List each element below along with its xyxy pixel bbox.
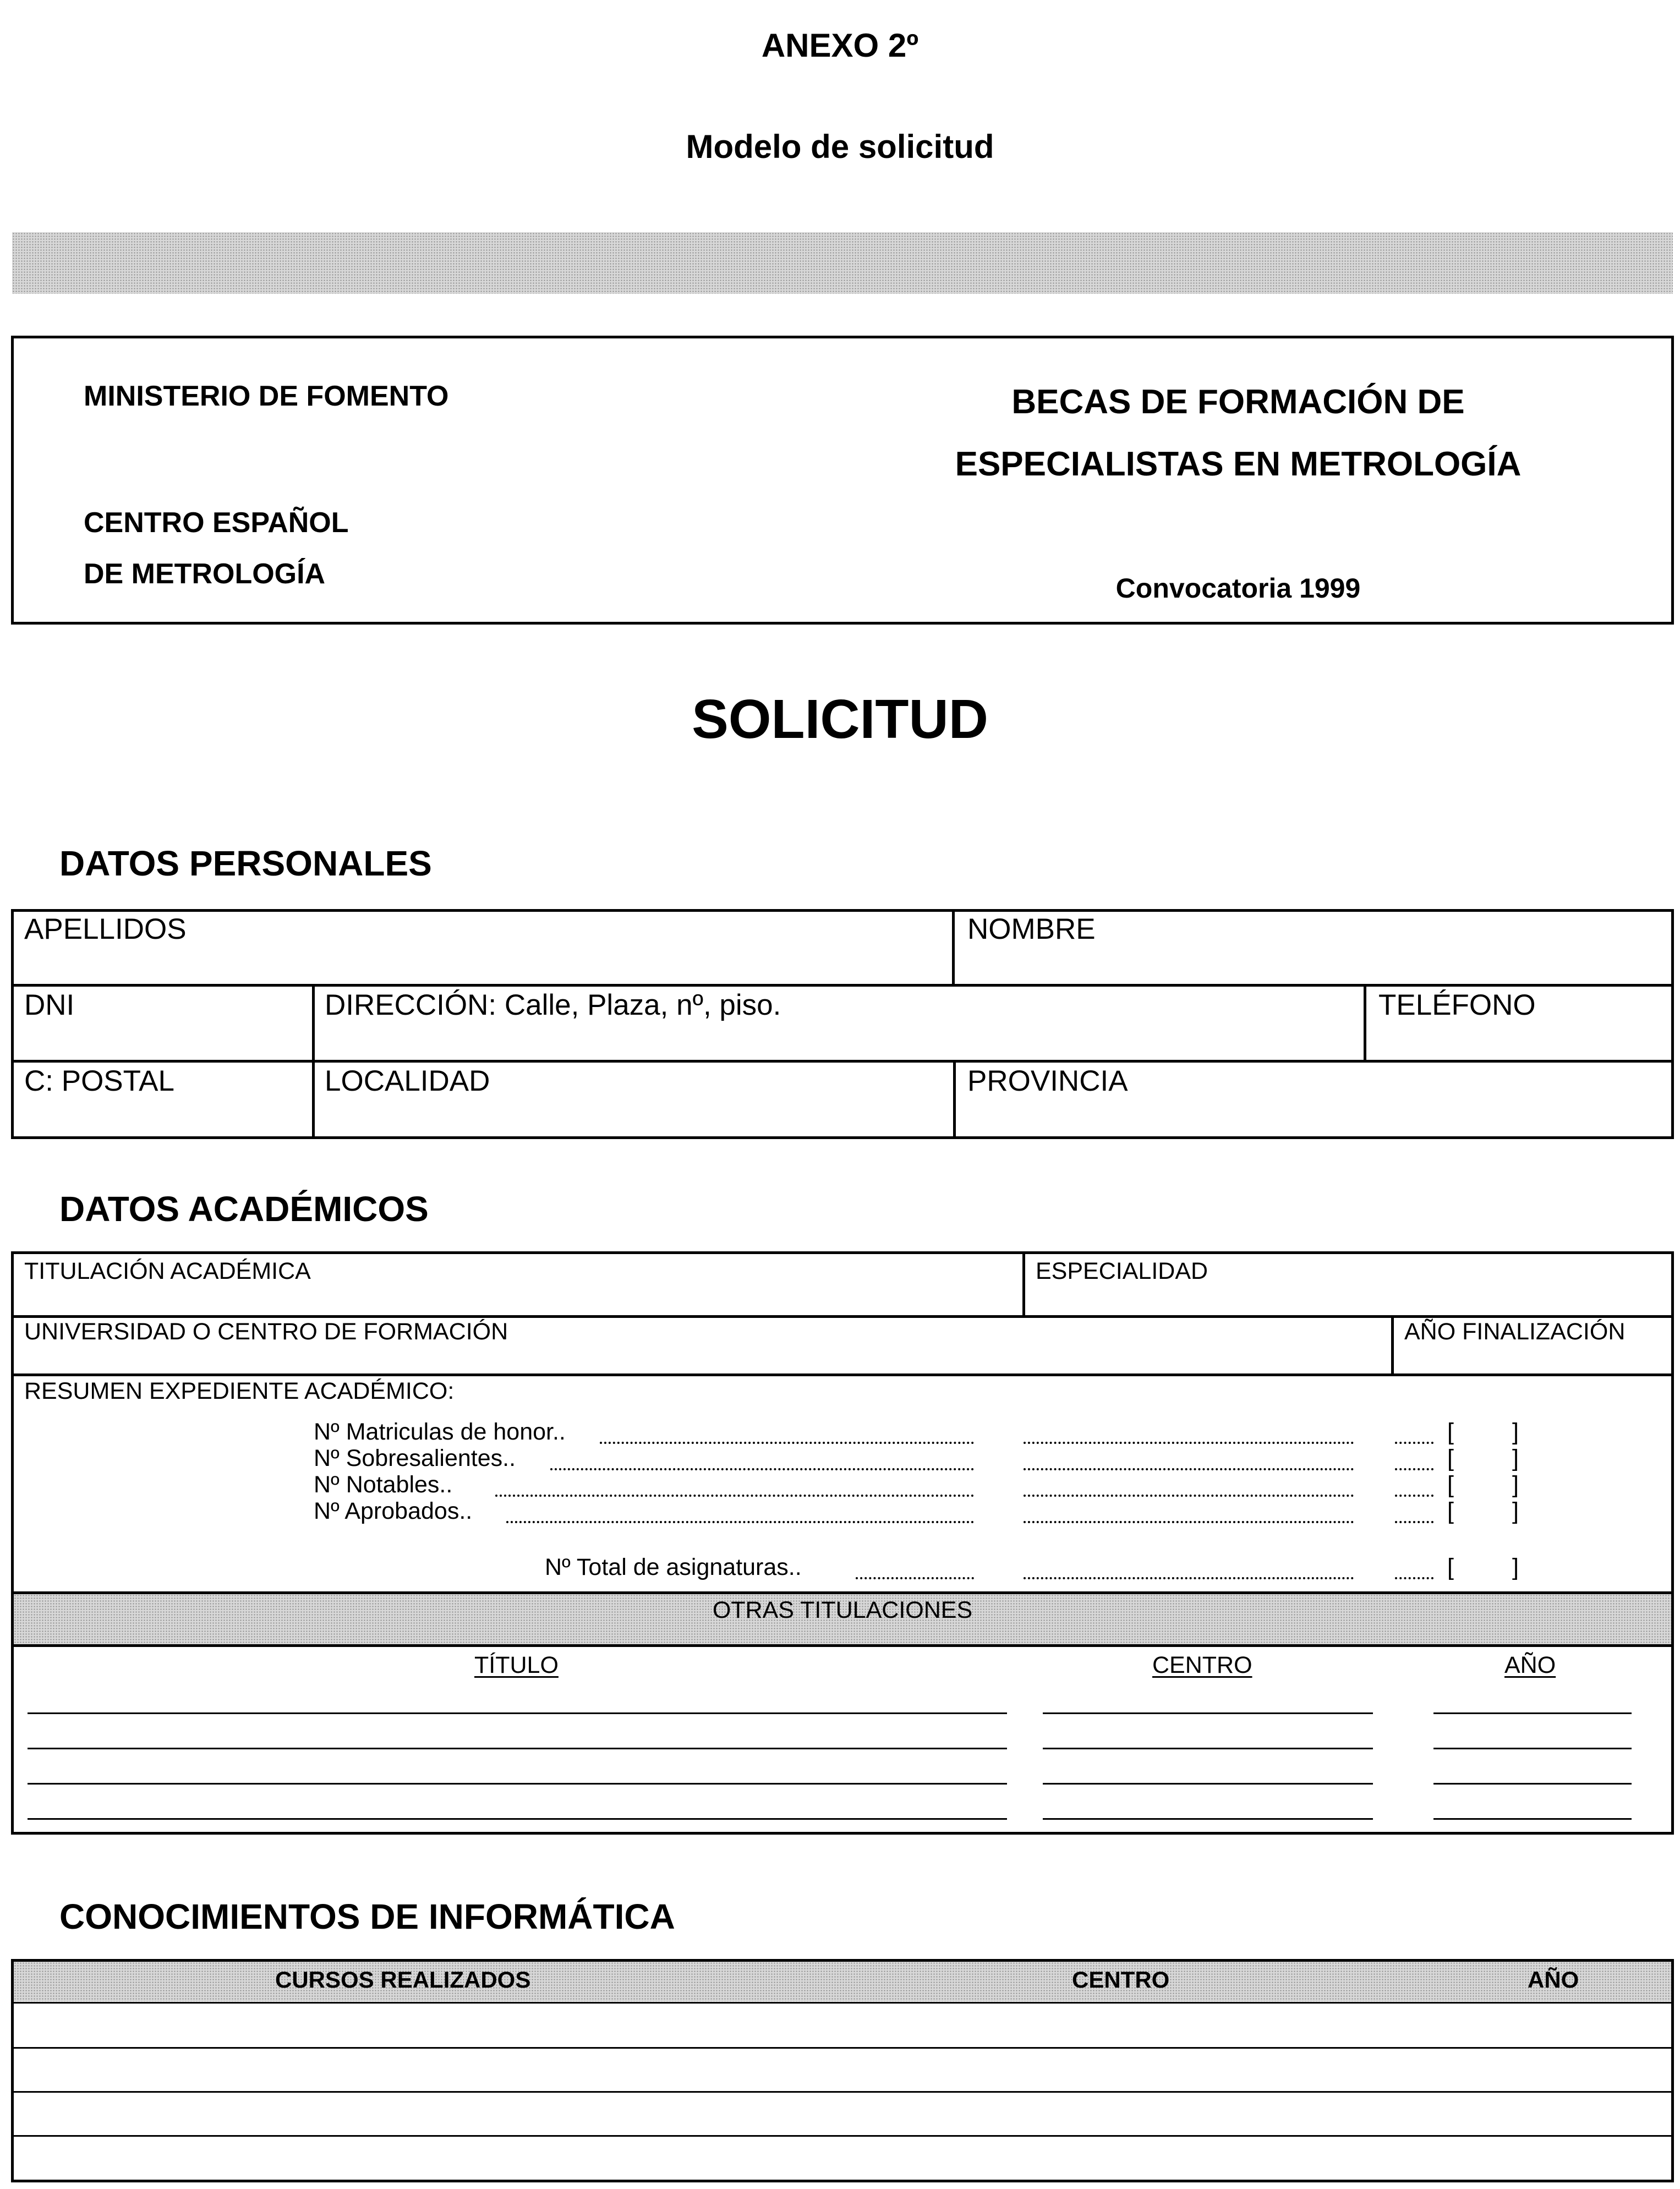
field-localidad[interactable]: LOCALIDAD (325, 1065, 490, 1097)
record-label: Nº Notables.. (314, 1471, 453, 1498)
personal-heading: DATOS PERSONALES (59, 844, 432, 883)
grant-title-2: ESPECIALISTAS EN METROLOGÍA (955, 445, 1522, 483)
entry-line-centro[interactable] (1043, 1712, 1373, 1714)
field-dni[interactable]: DNI (24, 989, 75, 1021)
count-input-total[interactable] (1462, 1554, 1506, 1578)
bracket-open: [ (1447, 1445, 1454, 1471)
decorative-band (12, 232, 1673, 294)
dot-leader (1024, 1495, 1354, 1497)
count-input-aprobados[interactable] (1462, 1498, 1506, 1522)
ministry-label: MINISTERIO DE FOMENTO (84, 380, 449, 412)
bracket-open: [ (1447, 1554, 1454, 1580)
dot-leader (856, 1577, 974, 1579)
call-year: Convocatoria 1999 (1115, 573, 1361, 604)
it-row[interactable] (14, 2049, 1671, 2091)
dot-leader (600, 1442, 974, 1444)
it-header-band (14, 1962, 1671, 2001)
bracket-close: ] (1512, 1471, 1519, 1498)
dot-leader (1024, 1577, 1354, 1579)
record-label: Nº Matriculas de honor.. (314, 1419, 566, 1445)
bracket-open: [ (1447, 1498, 1454, 1524)
entry-line-anio[interactable] (1433, 1818, 1632, 1820)
bracket-close: ] (1512, 1498, 1519, 1524)
bracket-close: ] (1512, 1554, 1519, 1580)
center-label-2: DE METROLOGÍA (84, 558, 326, 590)
col-titulo: TÍTULO (474, 1652, 559, 1678)
bracket-close: ] (1512, 1445, 1519, 1471)
divider (11, 984, 1674, 987)
count-input-sobresalientes[interactable] (1462, 1445, 1506, 1469)
divider (11, 1315, 1674, 1318)
dot-leader (495, 1495, 974, 1497)
entry-line-centro[interactable] (1043, 1748, 1373, 1749)
divider (1391, 1315, 1394, 1375)
divider (953, 1060, 956, 1139)
dot-leader (1395, 1577, 1433, 1579)
it-row[interactable] (14, 2137, 1671, 2180)
col-anio: AÑO (1504, 1652, 1556, 1678)
entry-line-anio[interactable] (1433, 1712, 1632, 1714)
divider (952, 909, 955, 984)
entry-line-titulo[interactable] (28, 1748, 1007, 1749)
dot-leader (1395, 1468, 1433, 1470)
dot-leader (1395, 1521, 1433, 1523)
field-direccion[interactable]: DIRECCIÓN: Calle, Plaza, nº, piso. (325, 989, 781, 1021)
divider (11, 1644, 1674, 1647)
entry-line-titulo[interactable] (28, 1712, 1007, 1714)
personal-table (11, 909, 1674, 1139)
col-centro-it: CENTRO (1072, 1967, 1170, 1993)
dot-leader (550, 1468, 974, 1470)
dot-leader (506, 1521, 974, 1523)
dot-leader (1395, 1495, 1433, 1497)
entry-line-centro[interactable] (1043, 1818, 1373, 1820)
dot-leader (1024, 1468, 1354, 1470)
it-heading: CONOCIMIENTOS DE INFORMÁTICA (59, 1897, 675, 1936)
col-anio-it: AÑO (1528, 1967, 1579, 1993)
divider (11, 1373, 1674, 1376)
dot-leader (1395, 1442, 1433, 1444)
it-row[interactable] (14, 2093, 1671, 2135)
col-cursos: CURSOS REALIZADOS (275, 1967, 531, 1993)
annex-title: ANEXO 2º (761, 27, 919, 64)
record-label: Nº Aprobados.. (314, 1498, 473, 1524)
record-summary-label: RESUMEN EXPEDIENTE ACADÉMICO: (24, 1378, 455, 1404)
divider (312, 984, 315, 1139)
col-centro: CENTRO (1152, 1652, 1252, 1678)
field-postal[interactable]: C: POSTAL (24, 1065, 174, 1097)
bracket-close: ] (1512, 1419, 1519, 1445)
main-title: SOLICITUD (692, 688, 988, 750)
count-input-notables[interactable] (1462, 1471, 1506, 1496)
academic-heading: DATOS ACADÉMICOS (59, 1189, 429, 1229)
field-apellidos[interactable]: APELLIDOS (24, 913, 187, 945)
field-universidad[interactable]: UNIVERSIDAD O CENTRO DE FORMACIÓN (24, 1318, 508, 1345)
it-row[interactable] (14, 2004, 1671, 2046)
field-titulacion[interactable]: TITULACIÓN ACADÉMICA (24, 1258, 311, 1284)
divider (11, 1060, 1674, 1063)
dot-leader (1024, 1521, 1354, 1523)
bracket-open: [ (1447, 1419, 1454, 1445)
total-subjects-label: Nº Total de asignaturas.. (545, 1554, 802, 1580)
center-label-1: CENTRO ESPAÑOL (84, 507, 349, 539)
field-nombre[interactable]: NOMBRE (967, 913, 1096, 945)
form-subtitle: Modelo de solicitud (686, 128, 994, 165)
record-label: Nº Sobresalientes.. (314, 1445, 516, 1471)
field-telefono[interactable]: TELÉFONO (1378, 989, 1536, 1021)
dot-leader (1024, 1442, 1354, 1444)
other-degrees-title: OTRAS TITULACIONES (712, 1597, 973, 1623)
entry-line-titulo[interactable] (28, 1783, 1007, 1785)
count-input-honor[interactable] (1462, 1419, 1506, 1443)
bracket-open: [ (1447, 1471, 1454, 1498)
field-anio-fin[interactable]: AÑO FINALIZACIÓN (1404, 1318, 1626, 1345)
entry-line-anio[interactable] (1433, 1748, 1632, 1749)
entry-line-anio[interactable] (1433, 1783, 1632, 1785)
divider (1364, 984, 1366, 1060)
entry-line-titulo[interactable] (28, 1818, 1007, 1820)
field-provincia[interactable]: PROVINCIA (967, 1065, 1128, 1097)
field-especialidad[interactable]: ESPECIALIDAD (1036, 1258, 1208, 1284)
divider (1022, 1251, 1025, 1316)
entry-line-centro[interactable] (1043, 1783, 1373, 1785)
grant-title-1: BECAS DE FORMACIÓN DE (1011, 383, 1465, 421)
